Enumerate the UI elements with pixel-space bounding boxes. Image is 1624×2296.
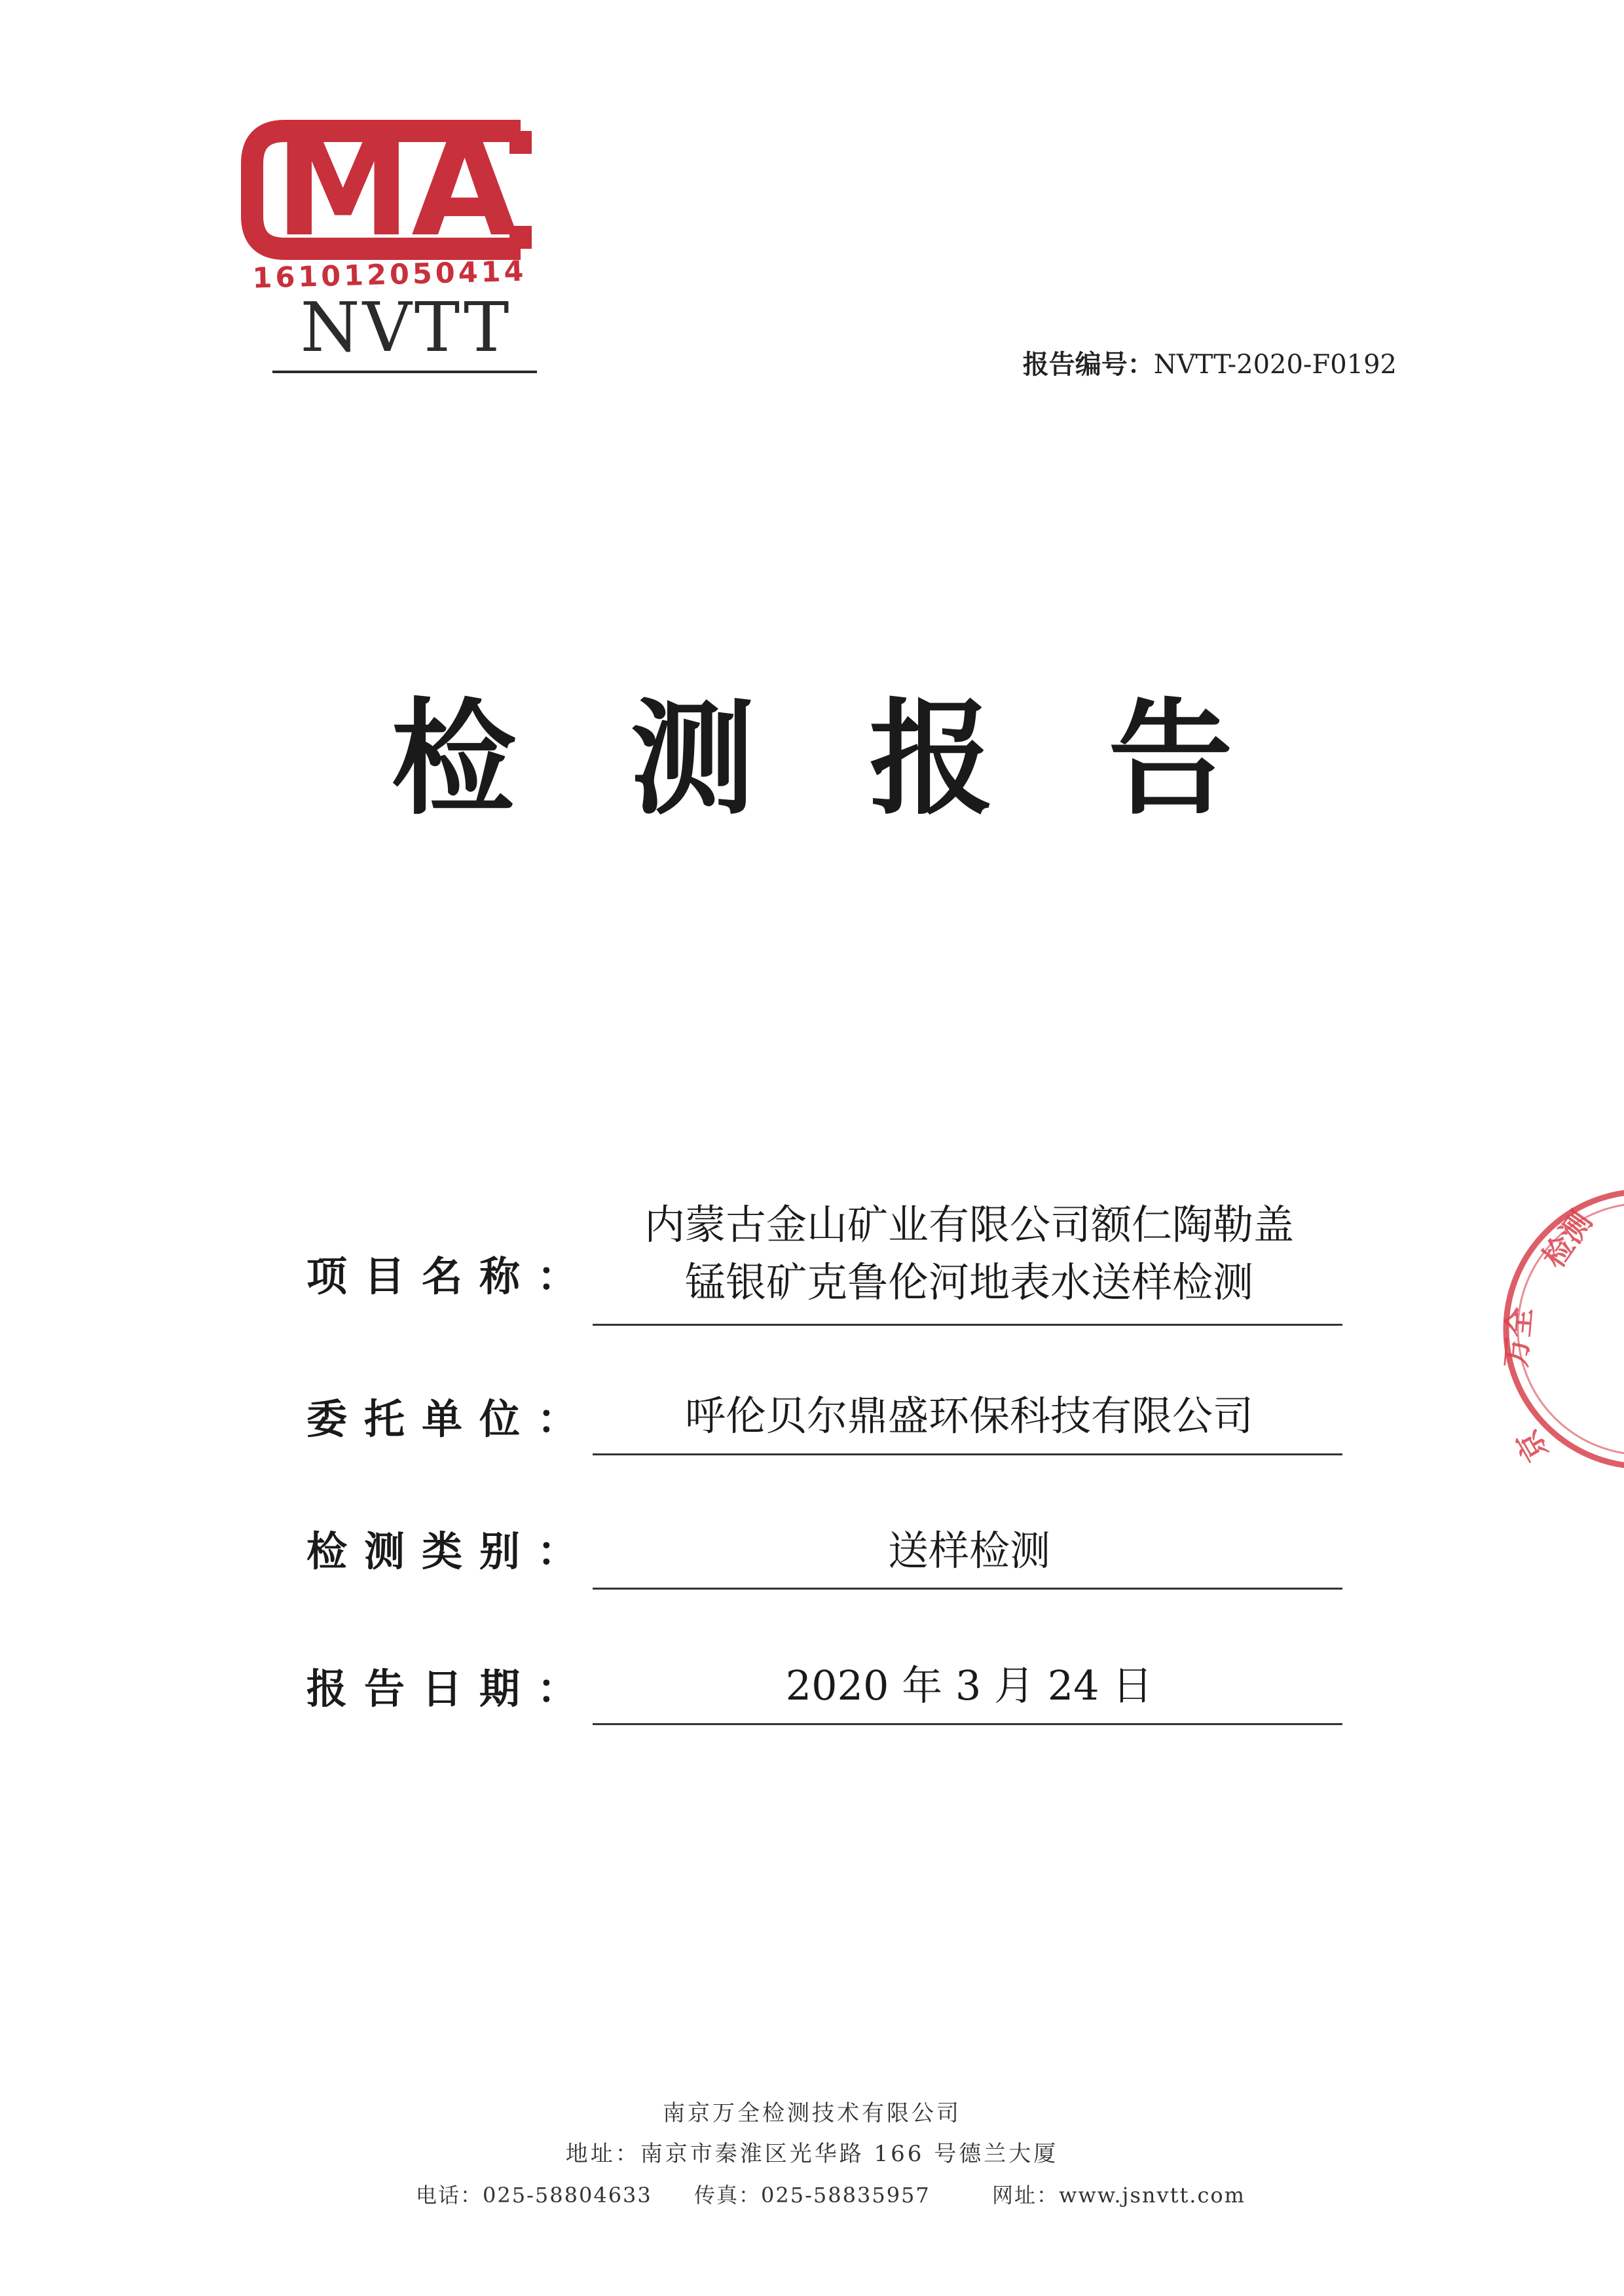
field-value-test-type: 送样检测: [887, 1527, 1050, 1575]
logo-underline: [272, 371, 537, 373]
company-logo: NVTT: [300, 287, 512, 367]
field-underline: [593, 1324, 1342, 1326]
cma-certificate-number: 161012050414: [251, 255, 528, 295]
footer-company: 南京万全检测技术有限公司: [663, 2100, 961, 2126]
field-underline: [593, 1723, 1342, 1725]
field-value-project-name-line1: 内蒙古金山矿业有限公司额仁陶勒盖: [644, 1201, 1294, 1248]
svg-text:万全: 万全: [1498, 1305, 1538, 1369]
footer-phone: 电话：025-58804633: [416, 2183, 652, 2208]
field-label-client: 委托单位：: [306, 1395, 595, 1443]
field-label-test-type: 检测类别：: [306, 1527, 595, 1575]
cma-mark-text: MA: [274, 107, 518, 267]
report-number: [1023, 344, 1397, 381]
field-value-report-date: 2020 年 3 月 24 日: [785, 1662, 1153, 1709]
field-underline: [593, 1453, 1342, 1455]
document-title: 检测报告: [391, 687, 1348, 831]
svg-text:京: 京: [1509, 1423, 1555, 1468]
field-label-report-date: 报告日期：: [306, 1665, 595, 1713]
company-seal: [1486, 1172, 1624, 1486]
footer-address: 地址：南京市秦淮区光华路 166 号德兰大厦: [565, 2141, 1059, 2167]
footer-fax: 传真：025-58835957: [694, 2183, 931, 2208]
report-number-label: 报告编号：: [1022, 350, 1154, 380]
field-underline: [593, 1588, 1342, 1590]
field-value-client: 呼伦贝尔鼎盛环保科技有限公司: [684, 1392, 1253, 1440]
footer-website[interactable]: 网址：www.jsnvtt.com: [992, 2183, 1246, 2208]
svg-text:检测: 检测: [1535, 1204, 1599, 1275]
field-label-project-name: 项目名称：: [306, 1252, 595, 1300]
field-value-project-name-line2: 锰银矿克鲁伦河地表水送样检测: [684, 1258, 1253, 1306]
report-number-value: NVTT-2020-F0192: [1153, 350, 1397, 380]
